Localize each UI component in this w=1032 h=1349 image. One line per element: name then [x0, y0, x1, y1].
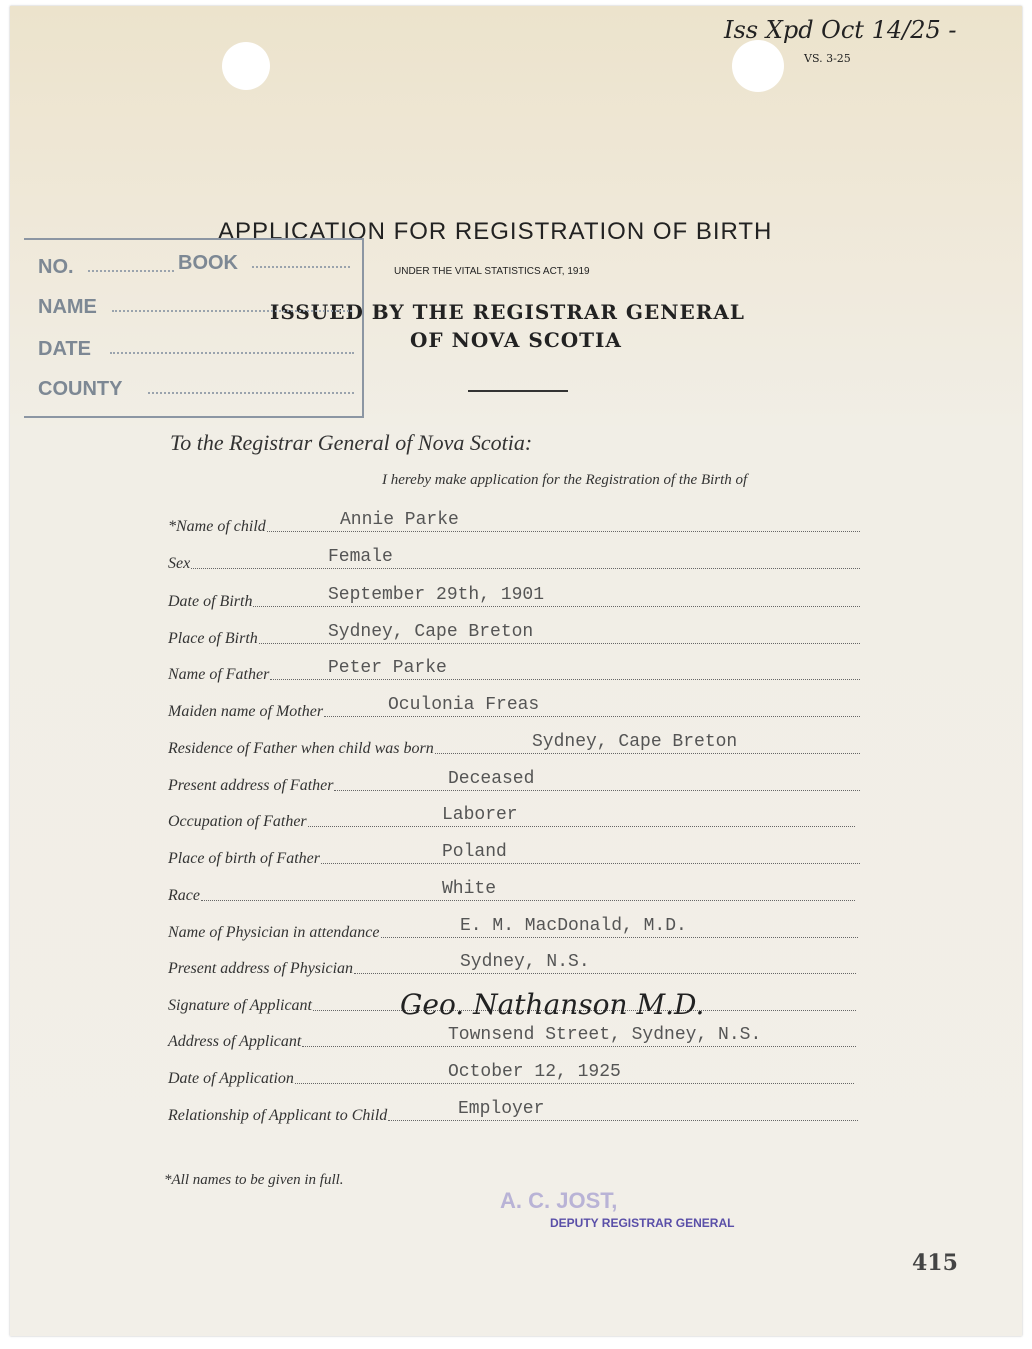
handwritten-annotation: Iss Xpd Oct 14/25 -	[724, 16, 957, 44]
field-value: Townsend Street, Sydney, N.S.	[448, 1025, 762, 1045]
registry-stamp	[24, 238, 364, 418]
field-value: Sydney, Cape Breton	[532, 732, 738, 752]
field-line	[334, 790, 860, 791]
field-label: Address of Applicant	[168, 1033, 302, 1050]
footnote: *All names to be given in full.	[164, 1172, 344, 1188]
field-line	[270, 679, 860, 680]
salutation: To the Registrar General of Nova Scotia:	[170, 430, 533, 455]
stamp-county: COUNTY	[38, 378, 123, 400]
field-value: October 12, 1925	[448, 1062, 621, 1082]
field-label: Sex	[168, 555, 191, 572]
field-label: Present address of Father	[168, 777, 334, 794]
field-line	[191, 568, 860, 569]
field-label: Date of Application	[168, 1070, 294, 1087]
form-row	[168, 948, 856, 978]
field-value: Laborer	[442, 805, 518, 825]
field-line	[267, 531, 860, 532]
form-row	[168, 581, 860, 611]
field-line	[302, 1046, 856, 1047]
paper-sheet	[10, 6, 1022, 1336]
field-label: Date of Birth	[168, 593, 253, 610]
field-label: Signature of Applicant	[168, 997, 312, 1014]
form-row	[168, 1058, 854, 1088]
field-label: Residence of Father when child was born	[168, 740, 434, 757]
field-line	[354, 973, 856, 974]
stamp-no: NO.	[38, 256, 74, 278]
form-row	[168, 765, 860, 795]
field-value: White	[442, 879, 497, 899]
form-row	[168, 985, 856, 1021]
issuer-line-1: ISSUED BY THE REGISTRAR GENERAL	[270, 300, 745, 324]
form-row	[168, 875, 855, 905]
form-row	[168, 654, 860, 684]
form-title: APPLICATION FOR REGISTRATION OF BIRTH	[218, 218, 773, 245]
field-value: Sydney, N.S.	[460, 952, 590, 972]
field-value: Peter Parke	[328, 658, 447, 678]
field-line	[324, 716, 860, 717]
stamp-name: NAME	[38, 296, 97, 318]
field-line	[308, 826, 855, 827]
form-row	[168, 1095, 858, 1125]
official-stamp-title: DEPUTY REGISTRAR GENERAL	[550, 1216, 735, 1230]
field-line	[388, 1120, 858, 1121]
punch-hole	[732, 40, 784, 92]
intro-text: I hereby make application for the Registration of the Birth of	[382, 472, 748, 488]
field-value: Sydney, Cape Breton	[328, 622, 534, 642]
applicant-signature: Geo. Nathanson M.D.	[400, 988, 705, 1021]
stamp-book: BOOK	[178, 252, 238, 274]
field-value: Poland	[442, 842, 507, 862]
form-row	[168, 912, 858, 942]
field-value: Employer	[458, 1099, 545, 1119]
field-line	[201, 900, 855, 901]
field-line	[253, 606, 860, 607]
form-row	[168, 618, 860, 648]
form-row	[168, 1021, 856, 1051]
official-stamp-name: A. C. JOST,	[500, 1188, 618, 1213]
form-row	[168, 728, 860, 758]
form-row	[168, 691, 860, 721]
form-row	[168, 801, 855, 831]
field-label: Occupation of Father	[168, 813, 307, 830]
field-value: Annie Parke	[340, 510, 459, 530]
field-label: Name of Father	[168, 666, 270, 683]
field-label: Present address of Physician	[168, 960, 354, 977]
field-line	[295, 1083, 854, 1084]
stamp-date: DATE	[38, 338, 91, 360]
field-label: Race	[168, 887, 200, 904]
issuer-line-2: OF NOVA SCOTIA	[410, 328, 622, 352]
divider	[468, 390, 568, 392]
field-value: Deceased	[448, 769, 535, 789]
form-subtitle: UNDER THE VITAL STATISTICS ACT, 1919	[394, 266, 590, 277]
field-line	[381, 937, 858, 938]
field-label: Place of Birth	[168, 630, 258, 647]
field-line	[321, 863, 860, 864]
field-label: Place of birth of Father	[168, 850, 320, 867]
form-row	[168, 543, 860, 573]
form-row	[168, 506, 860, 536]
field-value: September 29th, 1901	[328, 585, 545, 605]
punch-hole	[222, 42, 270, 90]
field-line	[259, 643, 860, 644]
field-line	[435, 753, 860, 754]
field-label: Relationship of Applicant to Child	[168, 1107, 388, 1124]
page-number: 415	[912, 1250, 958, 1276]
field-label: Name of Physician in attendance	[168, 924, 380, 941]
field-value: Female	[328, 547, 393, 567]
form-code: VS. 3-25	[804, 52, 851, 65]
field-value: Oculonia Freas	[388, 695, 540, 715]
form-row	[168, 838, 860, 868]
field-value: E. M. MacDonald, M.D.	[460, 916, 687, 936]
field-label: Maiden name of Mother	[168, 703, 324, 720]
field-label: *Name of child	[168, 518, 266, 535]
